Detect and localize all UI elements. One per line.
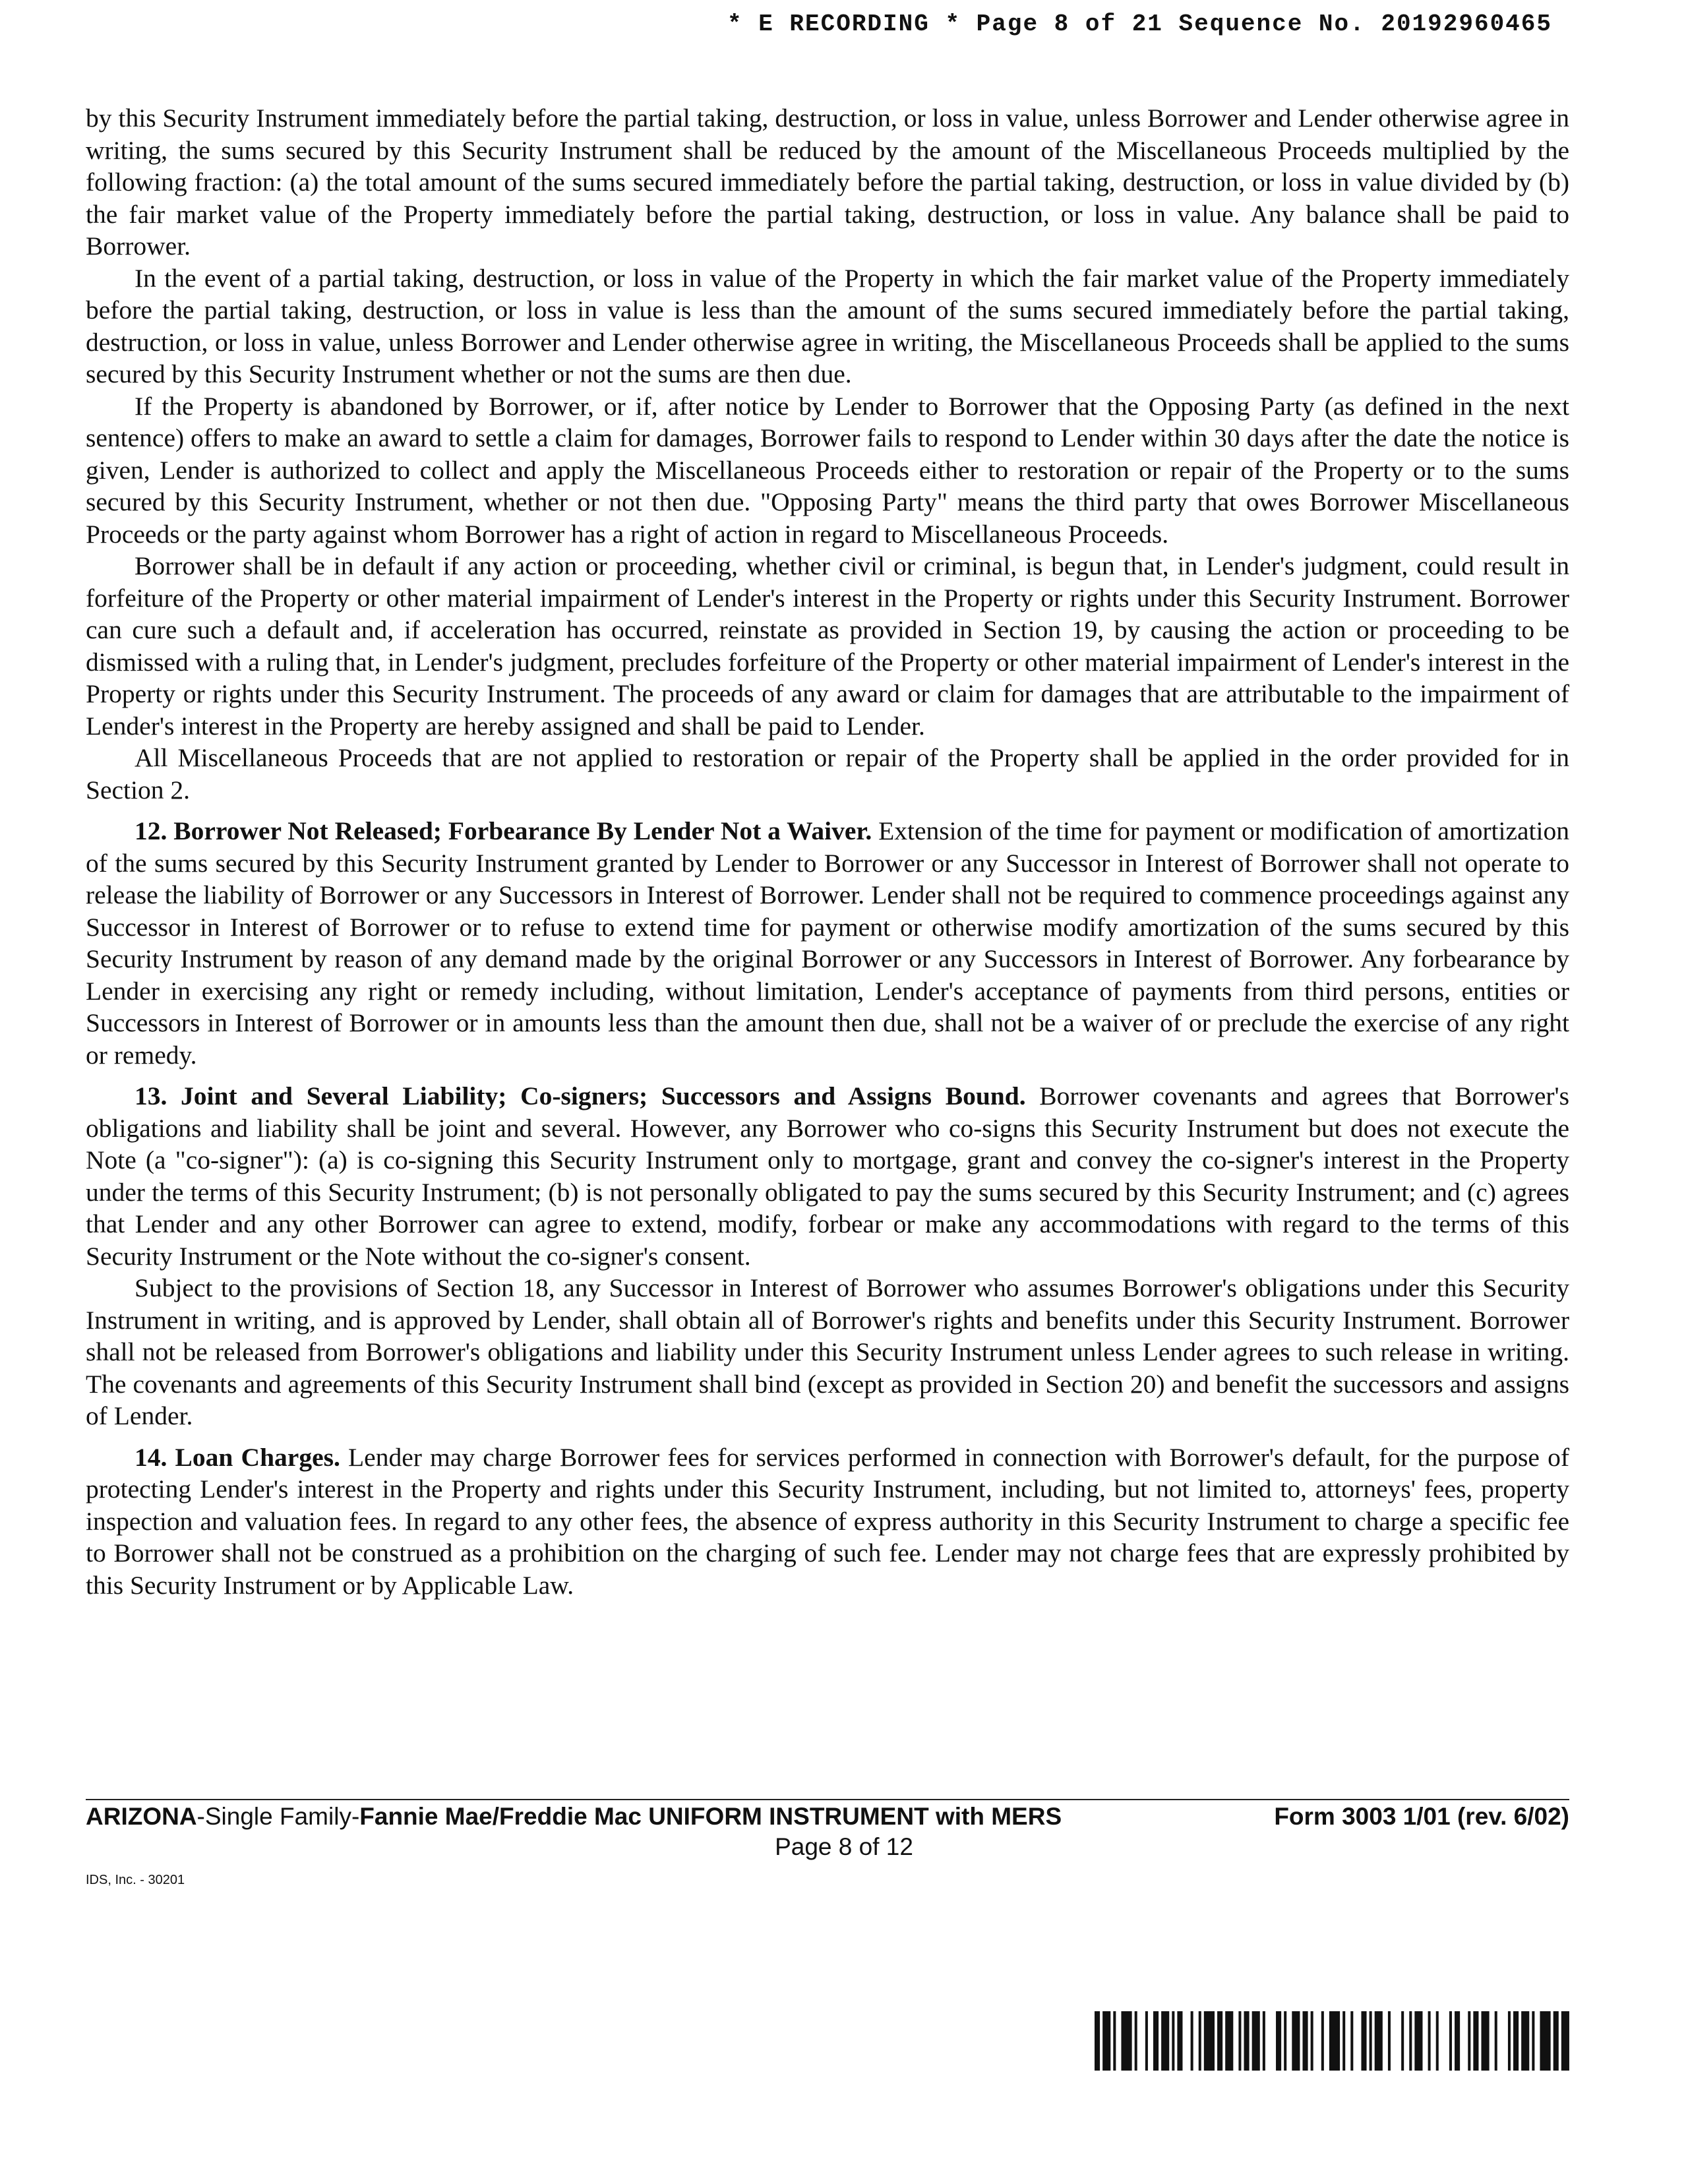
barcode-bar <box>1311 2011 1313 2071</box>
barcode-bar <box>1436 2011 1439 2071</box>
barcode-bar <box>1177 2011 1182 2071</box>
barcode-bar <box>1532 2011 1534 2071</box>
barcode-bar <box>1370 2011 1372 2071</box>
barcode-bar <box>1521 2011 1529 2071</box>
recording-stamp: * E RECORDING * Page 8 of 21 Sequence No. 20192960465 <box>727 11 1552 38</box>
paragraph: All Miscellaneous Proceeds that are not applied to restoration or repair of the Property shall be applied in the order provided for in Section 2. <box>86 743 1569 804</box>
barcode-bar <box>1473 2011 1478 2071</box>
footer-instrument-title <box>86 1803 1062 1831</box>
barcode-bar <box>1102 2011 1110 2071</box>
barcode-bar <box>1225 2011 1233 2071</box>
barcode-bar <box>1238 2011 1241 2071</box>
barcode-bar <box>1449 2011 1452 2071</box>
barcode-bar <box>1388 2011 1391 2071</box>
footer-state: ARIZONA <box>86 1803 197 1830</box>
barcode-bar <box>1455 2011 1460 2071</box>
barcode-bar <box>1321 2011 1324 2071</box>
paragraph: Subject to the provisions of Section 18, any Successor in Interest of Borrower who assumes Borrower's obligations under this Security Instrument in writing, and is approved by Lender, shall obtain all of Borrower's rights and benefits under this Security Instrument. Borrower shall not be released from Borrower's obligations and liability under this Security Instrument unless Lender agrees to such release in writing. The covenants and agreements of this Security Instrument shall bind (except as provided in Section 20) and benefit the successors and assigns of Lender. <box>86 1273 1569 1430</box>
barcode-bar <box>1540 2011 1550 2071</box>
section-14-text: Lender may charge Borrower fees for services performed in connection with Borrower's default, for the purpose of protecting Lender's interest in the Property and rights under this Security Instrument, including, but not limited to, attorneys' fees, property inspection and valuation fees. In regard to any other fees, the absence of express authority in this Security Instrument to charge a specific fee to Borrower shall not be construed as a prohibition on the charging of such fee. Lender may not charge fees that are expressly prohibited by this Security Instrument or by Applicable Law. <box>86 1442 1569 1600</box>
footer-family: -Single Family- <box>196 1803 360 1830</box>
footer-instrument: Fannie Mae/Freddie Mac UNIFORM INSTRUMENT with MERS <box>359 1803 1062 1830</box>
barcode <box>1095 2011 1572 2071</box>
barcode-bar <box>1361 2011 1366 2071</box>
barcode-bar <box>1244 2011 1250 2071</box>
section-14 <box>86 1441 1569 1602</box>
barcode-bar <box>1204 2011 1215 2071</box>
barcode-bar <box>1284 2011 1286 2071</box>
paragraph: Borrower shall be in default if any action or proceeding, whether civil or criminal, is begun that, in Lender's judgment, could result in forfeiture of the Property or other material impairment of Lender's interest in the Property or rights under this Security Instrument. Borrower can cure such a default and, if acceleration has occurred, reinstate as provided in Section 19, by causing the action or proceeding to be dismissed with a ruling that, in Lender's judgment, precludes forfeiture of the Property or other material impairment of Lender's interest in the Property or rights under this Security Instrument. The proceeds of any award or claim for damages that are attributable to the impairment of Lender's interest in the Property are hereby assigned and shall be paid to Lender. <box>86 551 1569 741</box>
barcode-bar <box>1263 2011 1265 2071</box>
section-13-heading: 13. Joint and Several Liability; Co-signers; Successors and Assigns Bound. <box>135 1081 1026 1110</box>
paragraph: In the event of a partial taking, destruction, or loss in value of the Property in which the fair market value of the Property immediately before the partial taking, destruction, or loss in value is less than the amount of the sums secured immediately before the partial taking, destruction, or loss in value, unless Borrower and Lender otherwise agree in writing, the Miscellaneous Proceeds shall be applied to the sums secured by this Security Instrument whether or not the sums are then due. <box>86 263 1569 388</box>
barcode-bar <box>1495 2011 1497 2071</box>
barcode-bar <box>1553 2011 1559 2071</box>
footer-ids: IDS, Inc. - 30201 <box>86 1873 185 1887</box>
barcode-bar <box>1121 2011 1131 2071</box>
barcode-bar <box>1513 2011 1519 2071</box>
section-12 <box>86 815 1569 1071</box>
barcode-bar <box>1414 2011 1422 2071</box>
barcode-bar <box>1401 2011 1404 2071</box>
document-body <box>86 102 1569 1601</box>
barcode-bar <box>1481 2011 1489 2071</box>
section-13-text: Borrower covenants and agrees that Borrower's obligations and liability shall be joint and several. However, any Borrower who co-signs this Security Instrument but does not execute the Note (a "co-signer"): (a) is co-signing this Security Instrument only to mortgage, grant and convey the co-signer's interest in the Property under the terms of this Security Instrument; (b) is not personally obligated to pay the sums secured by this Security Instrument; and (c) agrees that Lender and any other Borrower can agree to extend, modify, forbear or make any accommodations with regard to the terms of this Security Instrument or the Note without the co-signer's consent. <box>86 1081 1569 1271</box>
barcode-bar <box>1217 2011 1222 2071</box>
barcode-bar <box>1113 2011 1116 2071</box>
barcode-bar <box>1095 2011 1100 2071</box>
barcode-bar <box>1375 2011 1383 2071</box>
barcode-bar <box>1508 2011 1511 2071</box>
barcode-bar <box>1329 2011 1340 2071</box>
barcode-bar <box>1342 2011 1345 2071</box>
paragraph: If the Property is abandoned by Borrower, or if, after notice by Lender to Borrower that the Opposing Party (as defined in the next sentence) offers to make an award to settle a claim for damages, Borrower fails to respond to Lender within 30 days after the date the notice is given, Lender is authorized to collect and apply the Miscellaneous Proceeds either to restoration or repair of the Property or to the sums secured by this Security Instrument, whether or not then due. "Opposing Party" means the third party that owes Borrower Miscellaneous Proceeds or the party against whom Borrower has a right of action in regard to Miscellaneous Proceeds. <box>86 391 1569 549</box>
barcode-bar <box>1468 2011 1470 2071</box>
barcode-bar <box>1135 2011 1137 2071</box>
barcode-bar <box>1172 2011 1174 2071</box>
barcode-bar <box>1292 2011 1300 2071</box>
paragraph: by this Security Instrument immediately before the partial taking, destruction, or loss in value, unless Borrower and Lender otherwise agree in writing, the sums secured by this Security Instrument shall be reduced by the amount of the Miscellaneous Proceeds multiplied by the following fraction: (a) the total amount of the sums secured immediately before the partial taking, destruction, or loss in value divided by (b) the fair market value of the Property immediately before the partial taking, destruction, or loss in value. Any balance shall be paid to Borrower. <box>86 104 1569 260</box>
footer-form-number: Form 3003 1/01 (rev. 6/02) <box>1274 1803 1569 1830</box>
barcode-bar <box>1199 2011 1201 2071</box>
barcode-bar <box>1145 2011 1148 2071</box>
barcode-bar <box>1409 2011 1412 2071</box>
barcode-bar <box>1161 2011 1169 2071</box>
barcode-bar <box>1350 2011 1353 2071</box>
barcode-bar <box>1276 2011 1281 2071</box>
barcode-bar <box>1302 2011 1308 2071</box>
section-12-heading: 12. Borrower Not Released; Forbearance By Lender Not a Waiver. <box>135 816 872 845</box>
section-14-heading: 14. Loan Charges. <box>135 1442 340 1472</box>
barcode-bar <box>1191 2011 1193 2071</box>
barcode-bar <box>1252 2011 1260 2071</box>
barcode-bar <box>1428 2011 1431 2071</box>
barcode-bar <box>1561 2011 1569 2071</box>
footer-divider <box>86 1799 1569 1800</box>
barcode-bar <box>1153 2011 1159 2071</box>
section-12-text: Extension of the time for payment or modification of amortization of the sums secured by this Security Instrument granted by Lender to Borrower or any Successor in Interest of Borrower shall not operate to release the liability of Borrower or any Successors in Interest of Borrower. Lender shall not be required to commence proceedings against any Successor in Interest of Borrower or to refuse to extend time for payment or otherwise modify amortization of the sums secured by this Security Instrument by reason of any demand made by the original Borrower or any Successors in Interest of Borrower. Any forbearance by Lender in exercising any right or remedy including, without limitation, Lender's acceptance of payments from third persons, entities or Successors in Interest of Borrower or in amounts less than the amount then due, shall not be a waiver of or preclude the exercise of any right or remedy. <box>86 816 1569 1070</box>
section-13 <box>86 1080 1569 1272</box>
footer-page-number: Page 8 of 12 <box>775 1833 913 1860</box>
